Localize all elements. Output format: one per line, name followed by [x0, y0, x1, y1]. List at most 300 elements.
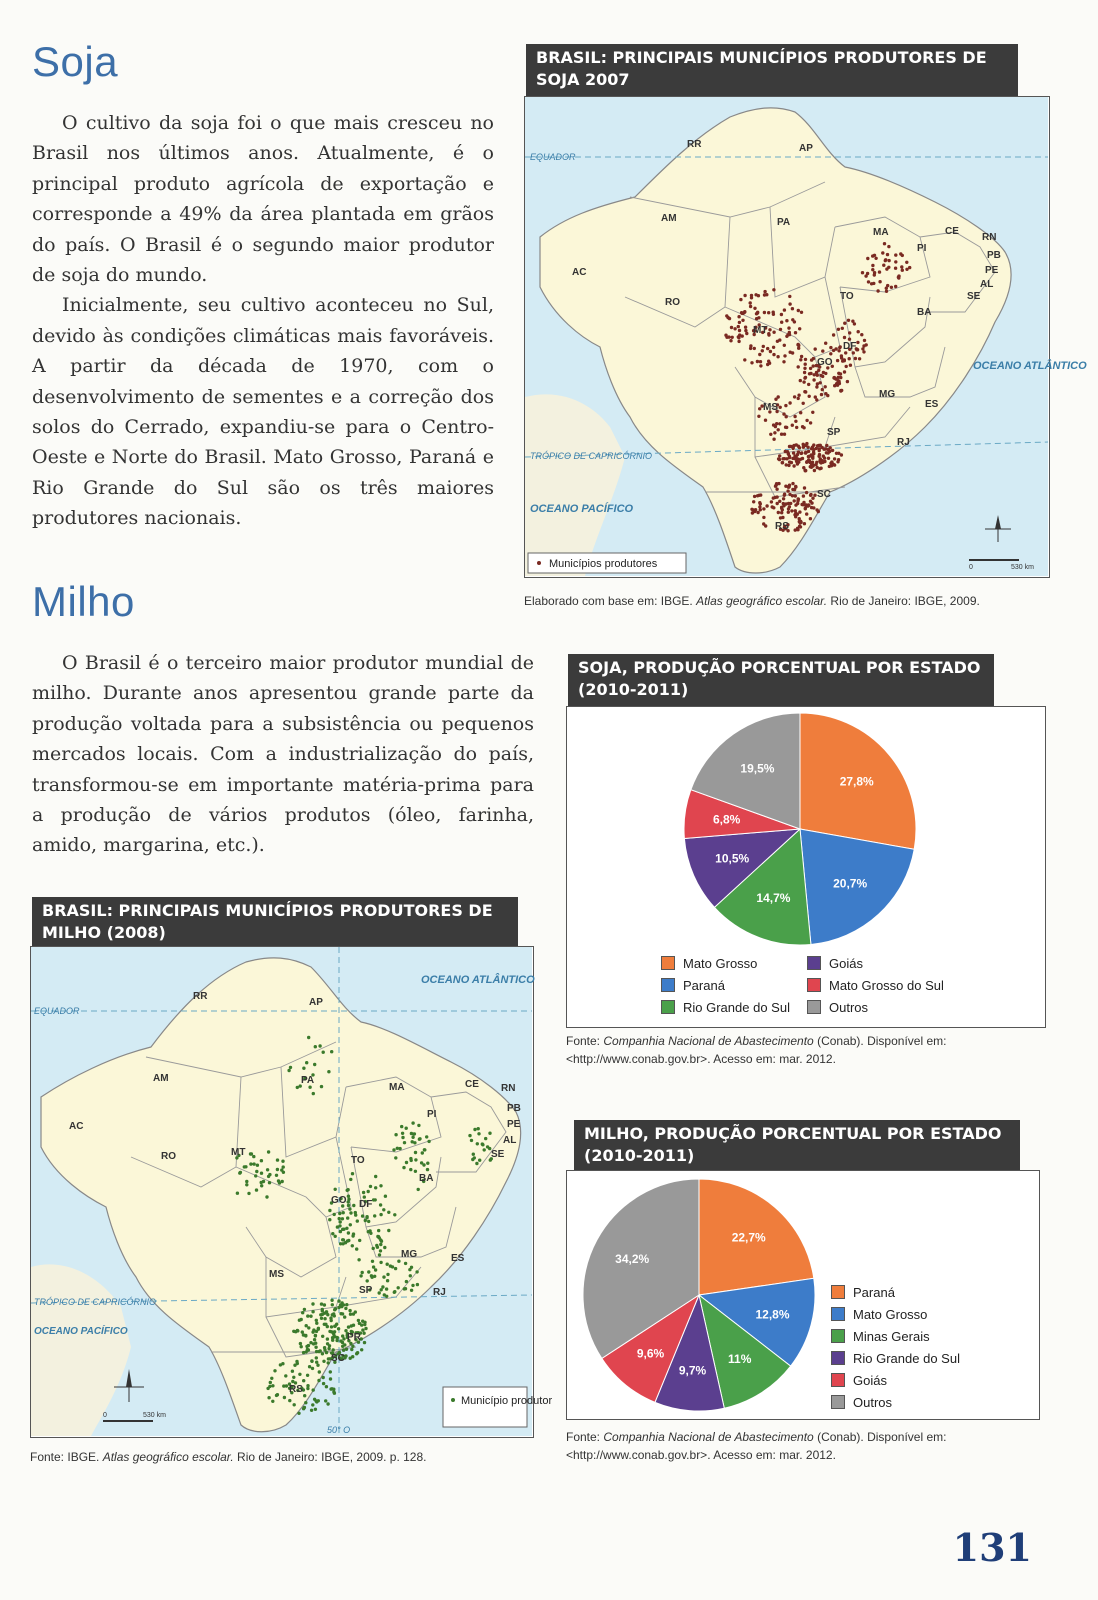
municipality-dot — [783, 494, 786, 497]
municipality-dot — [812, 506, 815, 509]
label-PE: PE — [985, 265, 999, 276]
scale-end: 530 km — [143, 1412, 166, 1419]
swatch-purple — [807, 956, 821, 970]
municipality-dot — [417, 1124, 420, 1127]
meridian-label: 50° O — [327, 1425, 351, 1435]
municipality-dot — [884, 258, 887, 261]
municipality-dot — [276, 1158, 279, 1161]
municipality-dot — [743, 358, 746, 361]
label-AM: AM — [153, 1073, 169, 1084]
chart-milho-legend — [831, 1281, 1031, 1413]
municipality-dot — [326, 1337, 329, 1340]
pie-slice-label: 19,5% — [740, 761, 775, 776]
municipality-dot — [267, 1150, 270, 1153]
municipality-dot — [330, 1325, 333, 1328]
municipality-dot — [301, 1330, 304, 1333]
municipality-dot — [310, 1359, 313, 1362]
municipality-dot — [348, 1207, 351, 1210]
label-AP: AP — [309, 997, 323, 1008]
municipality-dot — [367, 1190, 370, 1193]
municipality-dot — [314, 1045, 317, 1048]
municipality-dot — [386, 1279, 389, 1282]
municipality-dot — [351, 1355, 354, 1358]
municipality-dot — [780, 313, 783, 316]
municipality-dot — [772, 311, 775, 314]
legend-dot — [451, 1398, 455, 1402]
municipality-dot — [402, 1166, 405, 1169]
municipality-dot — [758, 407, 761, 410]
municipality-dot — [752, 500, 755, 503]
municipality-dot — [794, 420, 797, 423]
municipality-dot — [777, 428, 780, 431]
municipality-dot — [831, 449, 834, 452]
municipality-dot — [404, 1287, 407, 1290]
municipality-dot — [763, 290, 766, 293]
ocean-atlantic-label: OCEANO ATLÂNTICO — [973, 360, 1087, 372]
municipality-dot — [901, 254, 904, 257]
municipality-dot — [829, 352, 832, 355]
municipality-dot — [767, 311, 770, 314]
municipality-dot — [364, 1219, 367, 1222]
municipality-dot — [472, 1153, 475, 1156]
municipality-dot — [470, 1139, 473, 1142]
municipality-dot — [409, 1168, 412, 1171]
municipality-dot — [820, 446, 823, 449]
municipality-dot — [379, 1184, 382, 1187]
municipality-dot — [342, 1349, 345, 1352]
municipality-dot — [853, 322, 856, 325]
legend-item: Outros — [831, 1391, 1031, 1413]
municipality-dot — [330, 1050, 333, 1053]
municipality-dot — [787, 464, 790, 467]
municipality-dot — [777, 457, 780, 460]
municipality-dot — [378, 1291, 381, 1294]
pie-slice-label: 22,7% — [731, 1230, 766, 1245]
municipality-dot — [311, 1403, 314, 1406]
municipality-dot — [269, 1381, 272, 1384]
municipality-dot — [807, 455, 810, 458]
municipality-dot — [772, 353, 775, 356]
chart-milho — [566, 1170, 1040, 1420]
municipality-dot — [802, 466, 805, 469]
municipality-dot — [867, 280, 870, 283]
municipality-dot — [827, 457, 830, 460]
municipality-dot — [477, 1127, 480, 1130]
municipality-dot — [841, 327, 844, 330]
label-MT: MT — [753, 325, 768, 336]
municipality-dot — [795, 426, 798, 429]
municipality-dot — [349, 1313, 352, 1316]
municipality-dot — [887, 245, 890, 248]
label-MG: MG — [401, 1249, 418, 1260]
municipality-dot — [794, 457, 797, 460]
municipality-dot — [833, 457, 836, 460]
municipality-dot — [797, 365, 800, 368]
municipality-dot — [311, 1302, 314, 1305]
municipality-dot — [321, 1308, 324, 1311]
municipality-dot — [322, 1360, 325, 1363]
municipality-dot — [374, 1186, 377, 1189]
swatch-red — [807, 978, 821, 992]
municipality-dot — [298, 1319, 301, 1322]
municipality-dot — [797, 343, 800, 346]
municipality-dot — [379, 1261, 382, 1264]
municipality-dot — [260, 1181, 263, 1184]
municipality-dot — [337, 1327, 340, 1330]
legend-dot — [537, 561, 541, 565]
municipality-dot — [876, 289, 879, 292]
municipality-dot — [833, 463, 836, 466]
pie-slice-label: 6,8% — [712, 812, 741, 827]
municipality-dot — [819, 467, 822, 470]
municipality-dot — [320, 1317, 323, 1320]
municipality-dot — [808, 395, 811, 398]
municipality-dot — [828, 465, 831, 468]
municipality-dot — [382, 1208, 385, 1211]
municipality-dot — [781, 461, 784, 464]
municipality-dot — [745, 332, 748, 335]
municipality-dot — [375, 1244, 378, 1247]
label-MG: MG — [879, 389, 896, 400]
municipality-dot — [811, 497, 814, 500]
municipality-dot — [411, 1136, 414, 1139]
chart-milho-title: MILHO, PRODUÇÃO PORCENTUAL POR ESTADO (2010-2011) — [574, 1120, 1020, 1170]
municipality-dot — [757, 294, 760, 297]
municipality-dot — [370, 1274, 373, 1277]
municipality-dot — [411, 1140, 414, 1143]
legend-item: Paraná — [661, 974, 807, 996]
municipality-dot — [788, 493, 791, 496]
municipality-dot — [347, 1231, 350, 1234]
municipality-dot — [824, 342, 827, 345]
municipality-dot — [305, 1350, 308, 1353]
municipality-dot — [725, 314, 728, 317]
municipality-dot — [802, 426, 805, 429]
municipality-dot — [385, 1287, 388, 1290]
municipality-dot — [769, 350, 772, 353]
municipality-dot — [793, 395, 796, 398]
municipality-dot — [255, 1170, 258, 1173]
municipality-dot — [318, 1370, 321, 1373]
label-RN: RN — [982, 232, 997, 243]
municipality-dot — [338, 1217, 341, 1220]
municipality-dot — [405, 1161, 408, 1164]
municipality-dot — [281, 1362, 284, 1365]
municipality-dot — [303, 1308, 306, 1311]
municipality-dot — [890, 286, 893, 289]
municipality-dot — [774, 425, 777, 428]
municipality-dot — [783, 457, 786, 460]
municipality-dot — [773, 431, 776, 434]
municipality-dot — [356, 1351, 359, 1354]
municipality-dot — [351, 1234, 354, 1237]
municipality-dot — [776, 340, 779, 343]
municipality-dot — [739, 298, 742, 301]
swatch-purple — [831, 1351, 845, 1365]
municipality-dot — [302, 1379, 305, 1382]
municipality-dot — [322, 1376, 325, 1379]
municipality-dot — [838, 382, 841, 385]
municipality-dot — [743, 294, 746, 297]
label-MS: MS — [763, 402, 778, 413]
municipality-dot — [273, 1369, 276, 1372]
municipality-dot — [863, 339, 866, 342]
municipality-dot — [337, 1299, 340, 1302]
municipality-dot — [816, 466, 819, 469]
municipality-dot — [282, 1171, 285, 1174]
municipality-dot — [780, 511, 783, 514]
map-milho-svg — [31, 947, 553, 1436]
municipality-dot — [724, 334, 727, 337]
municipality-dot — [833, 376, 836, 379]
municipality-dot — [383, 1293, 386, 1296]
municipality-dot — [343, 1343, 346, 1346]
municipality-dot — [338, 1212, 341, 1215]
municipality-dot — [750, 361, 753, 364]
municipality-dot — [812, 378, 815, 381]
tropic-label: TRÓPICO DE CAPRICÓRNIO — [34, 1297, 157, 1307]
municipality-dot — [379, 1243, 382, 1246]
municipality-dot — [305, 1061, 308, 1064]
swatch-blue — [831, 1307, 845, 1321]
label-PE: PE — [507, 1119, 521, 1130]
municipality-dot — [345, 1303, 348, 1306]
municipality-dot — [245, 1180, 248, 1183]
municipality-dot — [483, 1148, 486, 1151]
municipality-dot — [310, 1409, 313, 1412]
municipality-dot — [426, 1162, 429, 1165]
municipality-dot — [307, 1036, 310, 1039]
municipality-dot — [308, 1365, 311, 1368]
municipality-dot — [343, 1315, 346, 1318]
label-SP: SP — [827, 427, 841, 438]
municipality-dot — [372, 1198, 375, 1201]
legend-col-2 — [807, 952, 944, 1018]
municipality-dot — [737, 325, 740, 328]
municipality-dot — [369, 1185, 372, 1188]
municipality-dot — [304, 1401, 307, 1404]
municipality-dot — [379, 1249, 382, 1252]
municipality-dot — [369, 1232, 372, 1235]
municipality-dot — [379, 1213, 382, 1216]
municipality-dot — [777, 511, 780, 514]
municipality-dot — [797, 460, 800, 463]
municipality-dot — [787, 326, 790, 329]
municipality-dot — [784, 404, 787, 407]
municipality-dot — [762, 522, 765, 525]
municipality-dot — [768, 328, 771, 331]
municipality-dot — [894, 260, 897, 263]
municipality-dot — [484, 1137, 487, 1140]
municipality-dot — [471, 1158, 474, 1161]
municipality-dot — [882, 264, 885, 267]
municipality-dot — [289, 1066, 292, 1069]
municipality-dot — [729, 339, 732, 342]
municipality-dot — [236, 1192, 239, 1195]
label-RS: RS — [775, 521, 789, 532]
municipality-dot — [394, 1156, 397, 1159]
scale-start: 0 — [969, 564, 973, 571]
label-SE: SE — [491, 1149, 505, 1160]
municipality-dot — [821, 349, 824, 352]
municipality-dot — [839, 389, 842, 392]
municipality-dot — [401, 1132, 404, 1135]
legend-item: Mato Grosso — [831, 1303, 1031, 1325]
municipality-dot — [788, 331, 791, 334]
municipality-dot — [341, 1217, 344, 1220]
municipality-dot — [332, 1388, 335, 1391]
municipality-dot — [332, 1348, 335, 1351]
municipality-dot — [811, 464, 814, 467]
label-TO: TO — [840, 291, 854, 302]
municipality-dot — [354, 1211, 357, 1214]
label-RS: RS — [289, 1384, 303, 1395]
legend-item: Mato Grosso do Sul — [807, 974, 944, 996]
municipality-dot — [328, 1218, 331, 1221]
legend-item: Rio Grande do Sul — [661, 996, 807, 1018]
municipality-dot — [856, 348, 859, 351]
municipality-dot — [753, 307, 756, 310]
swatch-gray — [807, 1000, 821, 1014]
municipality-dot — [802, 501, 805, 504]
municipality-dot — [373, 1214, 376, 1217]
label-PA: PA — [301, 1075, 315, 1086]
municipality-dot — [324, 1399, 327, 1402]
map-soja-title: BRASIL: PRINCIPAIS MUNICÍPIOS PRODUTORES DE SOJA 2007 — [526, 44, 1018, 96]
municipality-dot — [782, 412, 785, 415]
municipality-dot — [329, 1316, 332, 1319]
municipality-dot — [282, 1165, 285, 1168]
label-MT: MT — [231, 1147, 246, 1158]
municipality-dot — [818, 453, 821, 456]
label-GO: GO — [331, 1195, 347, 1206]
municipality-dot — [252, 1155, 255, 1158]
municipality-dot — [815, 371, 818, 374]
municipality-dot — [394, 1133, 397, 1136]
municipality-dot — [881, 251, 884, 254]
municipality-dot — [813, 469, 816, 472]
municipality-dot — [327, 1361, 330, 1364]
municipality-dot — [397, 1286, 400, 1289]
municipality-dot — [824, 385, 827, 388]
municipality-dot — [803, 367, 806, 370]
municipality-dot — [806, 446, 809, 449]
municipality-dot — [799, 525, 802, 528]
municipality-dot — [352, 1204, 355, 1207]
municipality-dot — [730, 326, 733, 329]
municipality-dot — [297, 1412, 300, 1415]
municipality-dot — [352, 1312, 355, 1315]
municipality-dot — [350, 1348, 353, 1351]
municipality-dot — [250, 1152, 253, 1155]
municipality-dot — [799, 358, 802, 361]
municipality-dot — [361, 1328, 364, 1331]
label-AC: AC — [572, 267, 587, 278]
municipality-dot — [758, 505, 761, 508]
municipality-dot — [315, 1400, 318, 1403]
municipality-dot — [864, 274, 867, 277]
municipality-dot — [794, 509, 797, 512]
municipality-dot — [306, 1314, 309, 1317]
municipality-dot — [819, 381, 822, 384]
municipality-dot — [778, 500, 781, 503]
municipality-dot — [249, 1162, 252, 1165]
municipality-dot — [815, 508, 818, 511]
municipality-dot — [815, 447, 818, 450]
municipality-dot — [400, 1125, 403, 1128]
municipality-dot — [804, 507, 807, 510]
municipality-dot — [394, 1267, 397, 1270]
municipality-dot — [386, 1273, 389, 1276]
municipality-dot — [260, 1184, 263, 1187]
municipality-dot — [347, 1239, 350, 1242]
municipality-dot — [409, 1157, 412, 1160]
legend-col-1 — [661, 952, 807, 1018]
municipality-dot — [774, 496, 777, 499]
ocean-atlantic-label: OCEANO ATLÂNTICO — [421, 974, 535, 986]
label-PB: PB — [987, 250, 1001, 261]
municipality-dot — [425, 1135, 428, 1138]
municipality-dot — [833, 384, 836, 387]
municipality-dot — [312, 1092, 315, 1095]
swatch-green — [831, 1329, 845, 1343]
municipality-dot — [775, 422, 778, 425]
municipality-dot — [415, 1270, 418, 1273]
municipality-dot — [377, 1229, 380, 1232]
municipality-dot — [366, 1279, 369, 1282]
municipality-dot — [800, 452, 803, 455]
municipality-dot — [361, 1271, 364, 1274]
municipality-dot — [329, 1370, 332, 1373]
ocean-pacific-label: OCEANO PACÍFICO — [530, 503, 634, 515]
label-PB: PB — [507, 1103, 521, 1114]
municipality-dot — [764, 419, 767, 422]
municipality-dot — [799, 379, 802, 382]
map-soja — [524, 96, 1087, 578]
municipality-dot — [346, 1188, 349, 1191]
municipality-dot — [887, 259, 890, 262]
label-TO: TO — [351, 1155, 365, 1166]
milho-paragraph: O Brasil é o terceiro maior produtor mundial de milho. Durante anos apresentou grande parte da produção voltada para a subsistência ou pequenos mercados locais. Com a industrialização do país, transformou-se em importante matéria-prima para a produção de vários produtos (óleo, farinha, amido, margarina, etc.). — [32, 652, 534, 857]
municipality-dot — [805, 419, 808, 422]
municipality-dot — [797, 445, 800, 448]
municipality-dot — [829, 346, 832, 349]
label-DF: DF — [843, 341, 857, 352]
municipality-dot — [762, 345, 765, 348]
municipality-dot — [342, 1337, 345, 1340]
municipality-dot — [374, 1175, 377, 1178]
municipality-dot — [809, 517, 812, 520]
tropic-label: TRÓPICO DE CAPRICÓRNIO — [530, 451, 653, 461]
municipality-dot — [319, 1313, 322, 1316]
municipality-dot — [780, 321, 783, 324]
municipality-dot — [901, 269, 904, 272]
municipality-dot — [328, 1209, 331, 1212]
municipality-dot — [256, 1164, 259, 1167]
municipality-dot — [347, 1195, 350, 1198]
municipality-dot — [344, 1307, 347, 1310]
municipality-dot — [792, 464, 795, 467]
label-CE: CE — [945, 226, 959, 237]
municipality-dot — [840, 354, 843, 357]
municipality-dot — [331, 1313, 334, 1316]
label-GO: GO — [817, 357, 833, 368]
municipality-dot — [334, 1235, 337, 1238]
municipality-dot — [322, 1051, 325, 1054]
map-milho-caption: Fonte: IBGE. Atlas geográfico escolar. Rio de Janeiro: IBGE, 2009. p. 128. — [30, 1450, 427, 1464]
municipality-dot — [812, 364, 815, 367]
municipality-dot — [426, 1168, 429, 1171]
